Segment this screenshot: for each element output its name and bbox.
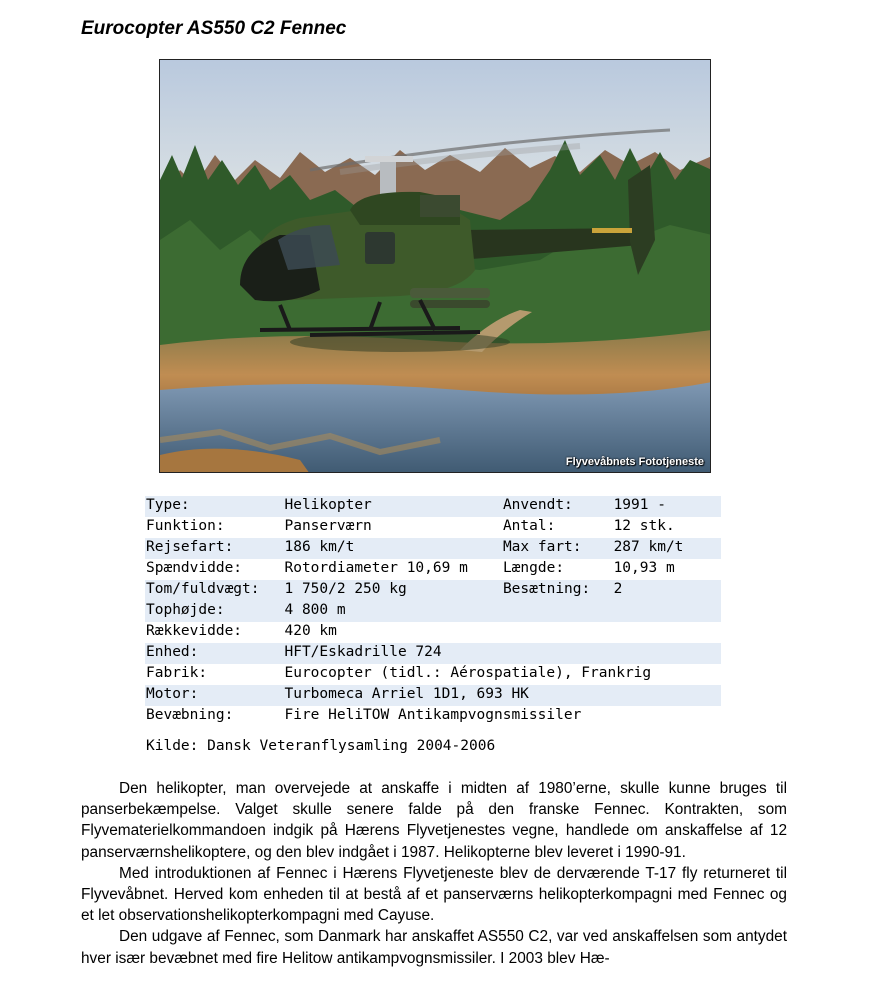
spec-label: Tom/fuldvægt:	[145, 580, 283, 601]
spec-value: Helikopter	[283, 496, 501, 517]
spec-value: 12 stk.	[613, 518, 675, 534]
spec-value: 1 750/2 250 kg	[283, 580, 501, 601]
spec-value: 10,93 m	[613, 560, 675, 576]
spec-value: 2	[613, 580, 721, 601]
spec-label: Motor:	[145, 685, 283, 706]
specification-table	[145, 496, 721, 727]
spec-row	[145, 538, 721, 559]
spec-row	[145, 517, 721, 538]
spec-value: 1991 -	[613, 496, 721, 517]
paragraph: Den udgave af Fennec, som Danmark har anskaffet AS550 C2, var ved anskaffelsen som antydet hver især bevæbnet med fire Helitow antikampvognsmissiler. I 2003 blev Hæ-	[81, 928, 787, 967]
spec-label: Længde:	[502, 560, 565, 576]
helicopter-photo	[159, 59, 711, 473]
spec-row	[145, 580, 721, 601]
spec-label: Besætning:	[502, 580, 613, 601]
spec-value: Eurocopter (tidl.: Aérospatiale), Frankrig	[284, 665, 652, 681]
spec-value: 186 km/t	[283, 538, 501, 559]
spec-value: 420 km	[284, 623, 337, 639]
spec-value: HFT/Eskadrille 724	[283, 643, 721, 664]
spec-row	[145, 559, 721, 580]
spec-label: Anvendt:	[502, 496, 613, 517]
spec-label: Spændvidde:	[146, 560, 243, 576]
page-title: Eurocopter AS550 C2 Fennec	[81, 18, 347, 39]
spec-row	[145, 601, 721, 622]
spec-label: Type:	[145, 496, 283, 517]
spec-label: Fabrik:	[146, 665, 208, 681]
spec-value: Fire HeliTOW Antikampvognsmissiler	[284, 707, 582, 723]
spec-label: Antal:	[502, 518, 556, 534]
spec-row	[145, 685, 721, 706]
paragraph: Med introduktionen af Fennec i Hærens Flyvetjeneste blev de derværende T-17 fly returneret til Flyvevåbnet. Herved kom enheden til at bestå af et panserværns helikopterkompagni med Fennec og et let observationshelikopterkompagni med Cayuse.	[81, 864, 787, 925]
spec-value: Turbomeca Arriel 1D1, 693 HK	[283, 685, 721, 706]
spec-value: Rotordiameter 10,69 m	[284, 560, 468, 576]
spec-value: 287 km/t	[613, 538, 721, 559]
spec-label: Rækkevidde:	[146, 623, 243, 639]
spec-row	[145, 706, 721, 727]
spec-row	[145, 496, 721, 517]
spec-row	[145, 643, 721, 664]
helicopter-photo-illustration	[160, 60, 711, 473]
spec-row	[145, 622, 721, 643]
spec-value: 4 800 m	[283, 601, 501, 622]
spec-label: Bevæbning:	[146, 707, 234, 723]
spec-value: Panserværn	[284, 518, 372, 534]
spec-row	[145, 664, 721, 685]
article-body	[81, 778, 787, 969]
paragraph: Den helikopter, man overvejede at anskaffe i midten af 1980’erne, skulle kunne bruges til panserbekæmpelse. Valget skulle senere falde på den franske Fennec. Kontrakten, som Flyvematerielkommandoen indgik på Hærens Flyvetjenestes vegne, handlede om anskaffelse af 12 panserværnshelikoptere, og den blev indgået i 1987. Helikopterne blev leveret i 1990-91.	[81, 780, 787, 861]
spec-label: Rejsefart:	[145, 538, 283, 559]
spec-label: Max fart:	[502, 538, 613, 559]
spec-label: Tophøjde:	[145, 601, 283, 622]
source-citation: Kilde: Dansk Veteranflysamling 2004-2006	[146, 738, 496, 754]
spec-label: Enhed:	[145, 643, 283, 664]
photo-credit: Flyvevåbnets Fototjeneste	[565, 456, 704, 468]
spec-label: Funktion:	[146, 518, 225, 534]
